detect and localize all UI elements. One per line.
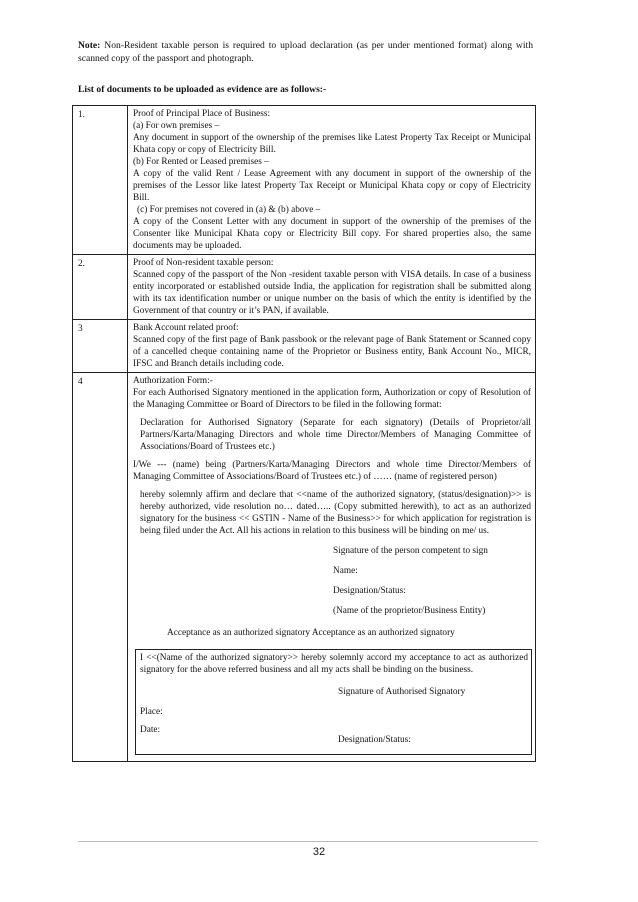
declaration-heading: Declaration for Authorised Signatory (Separate for each signatory) (Details of Proprietor/all Partners/Karta/Managing Directors and whole time Director/Members of Managing Committee of Associations/Board of Trustees etc.) <box>140 418 531 452</box>
row-line: (b) For Rented or Leased premises – <box>133 157 269 167</box>
signature-person: Signature of the person competent to sign <box>333 546 488 556</box>
row-line: Any document in support of the ownership of the premises like Latest Property Tax Receipt or Municipal Khata copy or copy of Electricity Bill. <box>133 133 531 155</box>
proprietor-label: (Name of the proprietor/Business Entity) <box>333 606 486 616</box>
row-number: 1. <box>73 106 128 255</box>
row-line: A copy of the valid Rent / Lease Agreement with any document in support of the ownership of the premises of the Lessor like latest Property Tax Receipt or Municipal Khata copy or copy of Electricity Bill. <box>133 169 531 203</box>
authorised-signature: Signature of Authorised Signatory <box>338 687 466 697</box>
authorization-title: Authorization Form:- <box>133 376 213 386</box>
row-line: Bank Account related proof: <box>133 323 239 333</box>
row-content <box>128 373 536 762</box>
note-label: Note: <box>78 40 101 51</box>
page-number: 32 <box>312 846 326 858</box>
row-content <box>128 255 536 320</box>
designation-label: Designation/Status: <box>333 586 406 596</box>
row-number: 3 <box>73 320 128 373</box>
acceptance-box <box>135 649 532 755</box>
row-line: Proof of Principal Place of Business: <box>133 109 271 119</box>
row-number: 4 <box>73 373 128 762</box>
row-content <box>128 106 536 255</box>
iwe-text: I/We --- (name) being (Partners/Karta/Managing Directors and whole time Director/Members of Managing Committee of Associations/Board of Trustees etc.) of …… (name of registered person) <box>133 460 531 482</box>
table-row <box>73 320 536 373</box>
box-designation: Designation/Status: <box>338 735 411 745</box>
row-line: (c) For premises not covered in (a) & (b) above – <box>137 205 321 215</box>
affirm-text: hereby solemnly affirm and declare that <<name of the authorized signatory, (status/designation)>> is hereby authorized, vide resolution no… dated….. (Copy submitted herewith), to act as an authorized signatory for the business << GSTIN - Name of the Business>> for which application for registration is being filed under the Act. All his actions in relation to this business will be binding on me/ us. <box>140 490 531 536</box>
table-row <box>73 255 536 320</box>
row-content <box>128 320 536 373</box>
acceptance-line: Acceptance as an authorized signatory Acceptance as an authorized signatory <box>167 628 455 638</box>
row-line: A copy of the Consent Letter with any document in support of the ownership of the premises of the Consenter like Municipal Khata copy or Electricity Bill copy. For shared properties also, the same documents may be uploaded. <box>133 217 531 251</box>
acceptance-text: I <<(Name of the authorized signatory>> hereby solemnly accord my acceptance to act as authorized signatory for the above referred business and all my acts shall be binding on the business. <box>140 653 528 675</box>
name-label: Name: <box>333 566 358 576</box>
row-line: Proof of Non-resident taxable person: <box>133 258 274 268</box>
row-line: (a) For own premises – <box>133 121 220 131</box>
note-text: Non-Resident taxable person is required to upload declaration (as per under mentioned format) along with scanned copy of the passport and photograph. <box>78 40 533 64</box>
footer-divider <box>78 841 538 842</box>
table-row <box>73 373 536 762</box>
list-heading: List of documents to be uploaded as evidence are as follows:- <box>78 84 327 95</box>
documents-table <box>72 105 536 762</box>
place-label: Place: <box>140 707 163 717</box>
note-paragraph <box>78 39 533 65</box>
authorization-intro: For each Authorised Signatory mentioned in the application form, Authorization or copy of Resolution of the Managing Committee or Board of Directors to be filed in the following format: <box>133 388 531 410</box>
signature-block <box>333 545 531 617</box>
row-line: Scanned copy of the passport of the Non -resident taxable person with VISA details. In case of a business entity incorporated or established outside India, the application for registration shall be submitted along with its tax identification number or unique number on the basis of which the entity is identified by the Government of that country or it’s PAN, if available. <box>133 270 531 316</box>
row-line: Scanned copy of the first page of Bank passbook or the relevant page of Bank Statement or Scanned copy of a cancelled cheque containing name of the Proprietor or Business entity, Bank Account No., MICR, IFSC and Branch details including code. <box>133 335 531 369</box>
date-label: Date: <box>140 725 161 735</box>
row-number: 2. <box>73 255 128 320</box>
table-row <box>73 106 536 255</box>
